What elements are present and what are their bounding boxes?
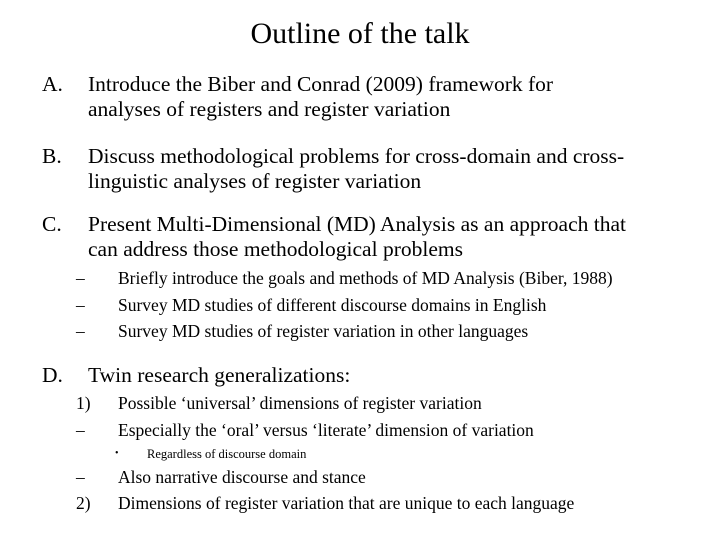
- outline-text-line: analyses of registers and register variation: [88, 97, 451, 121]
- outline-text-line: Discuss methodological problems for cross-domain and cross-: [88, 144, 625, 168]
- outline-text-line: Present Multi-Dimensional (MD) Analysis as an approach that: [88, 212, 626, 236]
- outline-text-line: Introduce the Biber and Conrad (2009) framework for: [88, 72, 554, 96]
- number-marker: 1): [76, 393, 91, 413]
- outline-marker: C.: [42, 212, 62, 236]
- dash-marker: –: [76, 268, 85, 288]
- subitem-text: Also narrative discourse and stance: [118, 467, 366, 487]
- dash-marker: –: [76, 295, 85, 315]
- outline-marker: D.: [42, 363, 63, 387]
- outline-text-line: Twin research generalizations:: [88, 363, 351, 387]
- dash-marker: –: [76, 420, 85, 440]
- subsubitem-text: Regardless of discourse domain: [147, 447, 307, 461]
- outline-marker: B.: [42, 144, 62, 168]
- outline-item-b: [42, 144, 702, 194]
- outline-marker: A.: [42, 72, 63, 96]
- subitem-text: Survey MD studies of different discourse domains in English: [118, 295, 547, 315]
- subitem-text: Especially the ‘oral’ versus ‘literate’ dimension of variation: [118, 420, 534, 440]
- dash-marker: –: [76, 467, 85, 487]
- outline-item-a: [42, 72, 702, 122]
- subitem-text: Dimensions of register variation that are unique to each language: [118, 493, 575, 513]
- subitem-text: Briefly introduce the goals and methods of MD Analysis (Biber, 1988): [118, 268, 613, 288]
- dash-marker: –: [76, 321, 85, 341]
- outline-text-line: linguistic analyses of register variation: [88, 169, 422, 193]
- outline-item-d: [42, 363, 702, 389]
- outline-item-c: [42, 212, 702, 262]
- slide-title: Outline of the talk: [250, 17, 470, 50]
- number-marker: 2): [76, 493, 91, 513]
- subitem-text: Survey MD studies of register variation in other languages: [118, 321, 529, 341]
- bullet-marker: •: [115, 448, 119, 459]
- subitem-text: Possible ‘universal’ dimensions of register variation: [118, 393, 482, 413]
- outline-text-line: can address those methodological problems: [88, 237, 463, 261]
